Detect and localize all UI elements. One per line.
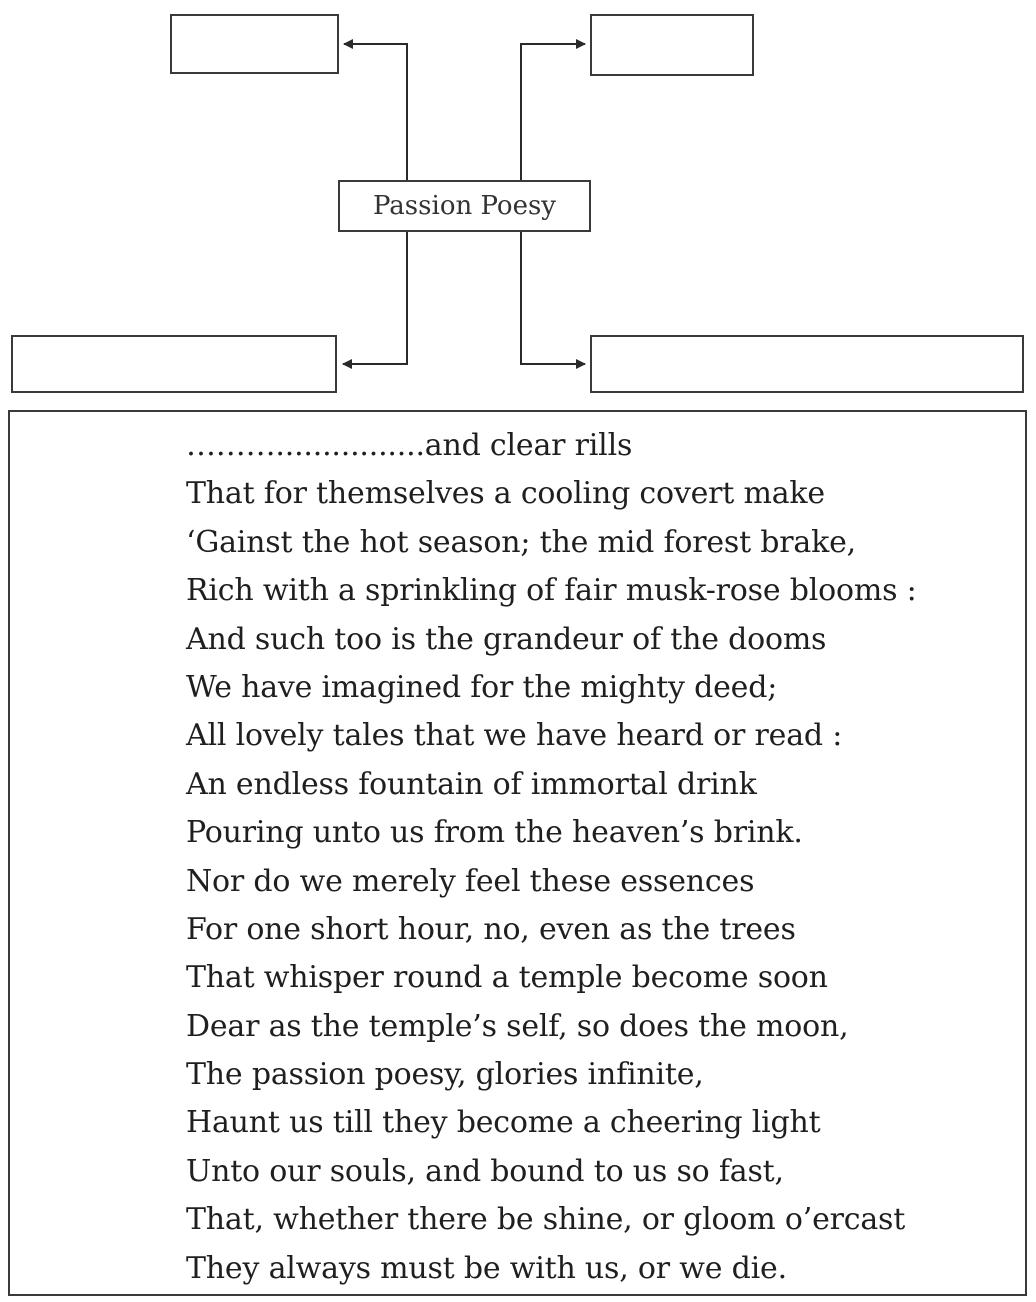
poem-extract-box (8, 410, 1027, 1296)
poem-line: We have imagined for the mighty deed; (186, 669, 778, 705)
arrow-to-top-left (344, 44, 407, 180)
answer-box-bottom-right[interactable] (590, 335, 1024, 393)
answer-box-top-right[interactable] (590, 14, 754, 76)
arrow-to-top-right (521, 44, 585, 180)
poem-line: All lovely tales that we have heard or read : (186, 718, 843, 754)
poem-line: That for themselves a cooling covert make (186, 476, 825, 512)
answer-box-bottom-left[interactable] (11, 335, 337, 393)
poem-line: That whisper round a temple become soon (186, 960, 828, 996)
arrow-to-bottom-left (343, 232, 407, 364)
poem-line: And such too is the grandeur of the dooms (186, 621, 827, 657)
poem-line: ‘Gainst the hot season; the mid forest brake, (186, 524, 856, 560)
answer-box-top-left[interactable] (170, 14, 339, 74)
poem-line: Unto our souls, and bound to us so fast, (186, 1153, 784, 1189)
poem-line: For one short hour, no, even as the trees (186, 911, 796, 947)
poem-line: Dear as the temple’s self, so does the moon, (186, 1008, 849, 1044)
poem-line: That, whether there be shine, or gloom o’ercast (186, 1202, 906, 1238)
poem-line: Nor do we merely feel these essences (186, 863, 755, 899)
center-concept-box (338, 180, 591, 232)
arrow-to-bottom-right (521, 232, 585, 364)
poem-lines (186, 422, 917, 1293)
poem-line: ………................and clear rills (186, 428, 633, 463)
poem-line: Pouring unto us from the heaven’s brink. (186, 815, 803, 851)
poem-line: Rich with a sprinkling of fair musk-rose blooms : (186, 573, 917, 609)
poem-line: Haunt us till they become a cheering light (186, 1105, 821, 1141)
poem-line: An endless fountain of immortal drink (186, 766, 757, 802)
poem-line: They always must be with us, or we die. (186, 1250, 787, 1286)
poem-line: The passion poesy, glories infinite, (186, 1057, 704, 1093)
center-concept-label: Passion Poesy (372, 191, 556, 221)
